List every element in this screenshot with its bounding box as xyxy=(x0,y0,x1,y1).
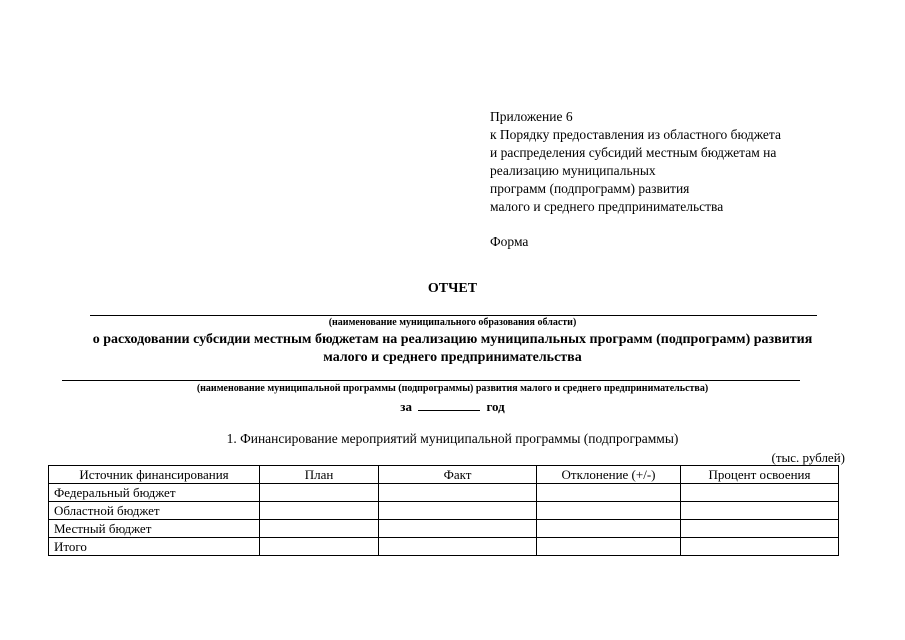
column-header: Процент освоения xyxy=(681,466,839,484)
percent-cell xyxy=(681,502,839,520)
report-year-line xyxy=(0,398,905,415)
column-header: Отклонение (+/-) xyxy=(537,466,681,484)
deviation-cell xyxy=(537,484,681,502)
table-row xyxy=(49,520,839,538)
report-subtitle xyxy=(30,331,875,367)
plan-cell xyxy=(260,484,379,502)
annex-line: программ (подпрограмм) развития xyxy=(490,181,690,196)
deviation-cell xyxy=(537,538,681,556)
column-header: Факт xyxy=(379,466,537,484)
annex-line: малого и среднего предпринимательства xyxy=(490,199,724,214)
year-prefix: за xyxy=(400,399,412,414)
fact-cell xyxy=(379,520,537,538)
funding-source-cell: Федеральный бюджет xyxy=(49,484,260,502)
year-suffix: год xyxy=(486,399,505,414)
plan-cell xyxy=(260,520,379,538)
deviation-cell xyxy=(537,520,681,538)
table-row xyxy=(49,502,839,520)
column-header: План xyxy=(260,466,379,484)
section-title: 1. Финансирование мероприятий муниципальной программы (подпрограммы) xyxy=(226,431,679,446)
report-subtitle-line-1: о расходовании субсидии местным бюджетам на реализацию муниципальных программ (подпрограмм) развития xyxy=(92,332,813,347)
percent-cell xyxy=(681,538,839,556)
percent-cell xyxy=(681,520,839,538)
annex-line: реализацию муниципальных xyxy=(490,163,656,178)
percent-cell xyxy=(681,484,839,502)
units-label: (тыс. рублей) xyxy=(771,450,845,465)
plan-cell xyxy=(260,538,379,556)
report-subtitle-line-2: малого и среднего предпринимательства xyxy=(323,350,582,365)
program-caption: (наименование муниципальной программы (подпрограммы) развития малого и среднего предпринимательства) xyxy=(196,383,709,394)
fact-cell xyxy=(379,484,537,502)
annex-block xyxy=(490,108,870,251)
annex-line: Приложение 6 xyxy=(490,109,573,124)
funding-source-cell: Областной бюджет xyxy=(49,502,260,520)
funding-source-cell: Местный бюджет xyxy=(49,520,260,538)
funding-source-cell: Итого xyxy=(49,538,260,556)
table-row xyxy=(49,484,839,502)
report-title: ОТЧЕТ xyxy=(427,281,478,296)
table-header-row xyxy=(49,466,839,484)
annex-line: к Порядку предоставления из областного бюджета xyxy=(490,127,781,142)
financing-table xyxy=(48,465,839,556)
table-row xyxy=(49,538,839,556)
plan-cell xyxy=(260,502,379,520)
deviation-cell xyxy=(537,502,681,520)
year-blank xyxy=(418,398,480,411)
fact-cell xyxy=(379,538,537,556)
column-header: Источник финансирования xyxy=(49,466,260,484)
fact-cell xyxy=(379,502,537,520)
annex-line: и распределения субсидий местным бюджетам на xyxy=(490,145,777,160)
municipality-blank-line xyxy=(90,315,817,316)
form-label: Форма xyxy=(490,234,529,249)
program-blank-line xyxy=(62,380,800,381)
municipality-caption: (наименование муниципального образования области) xyxy=(328,317,577,328)
